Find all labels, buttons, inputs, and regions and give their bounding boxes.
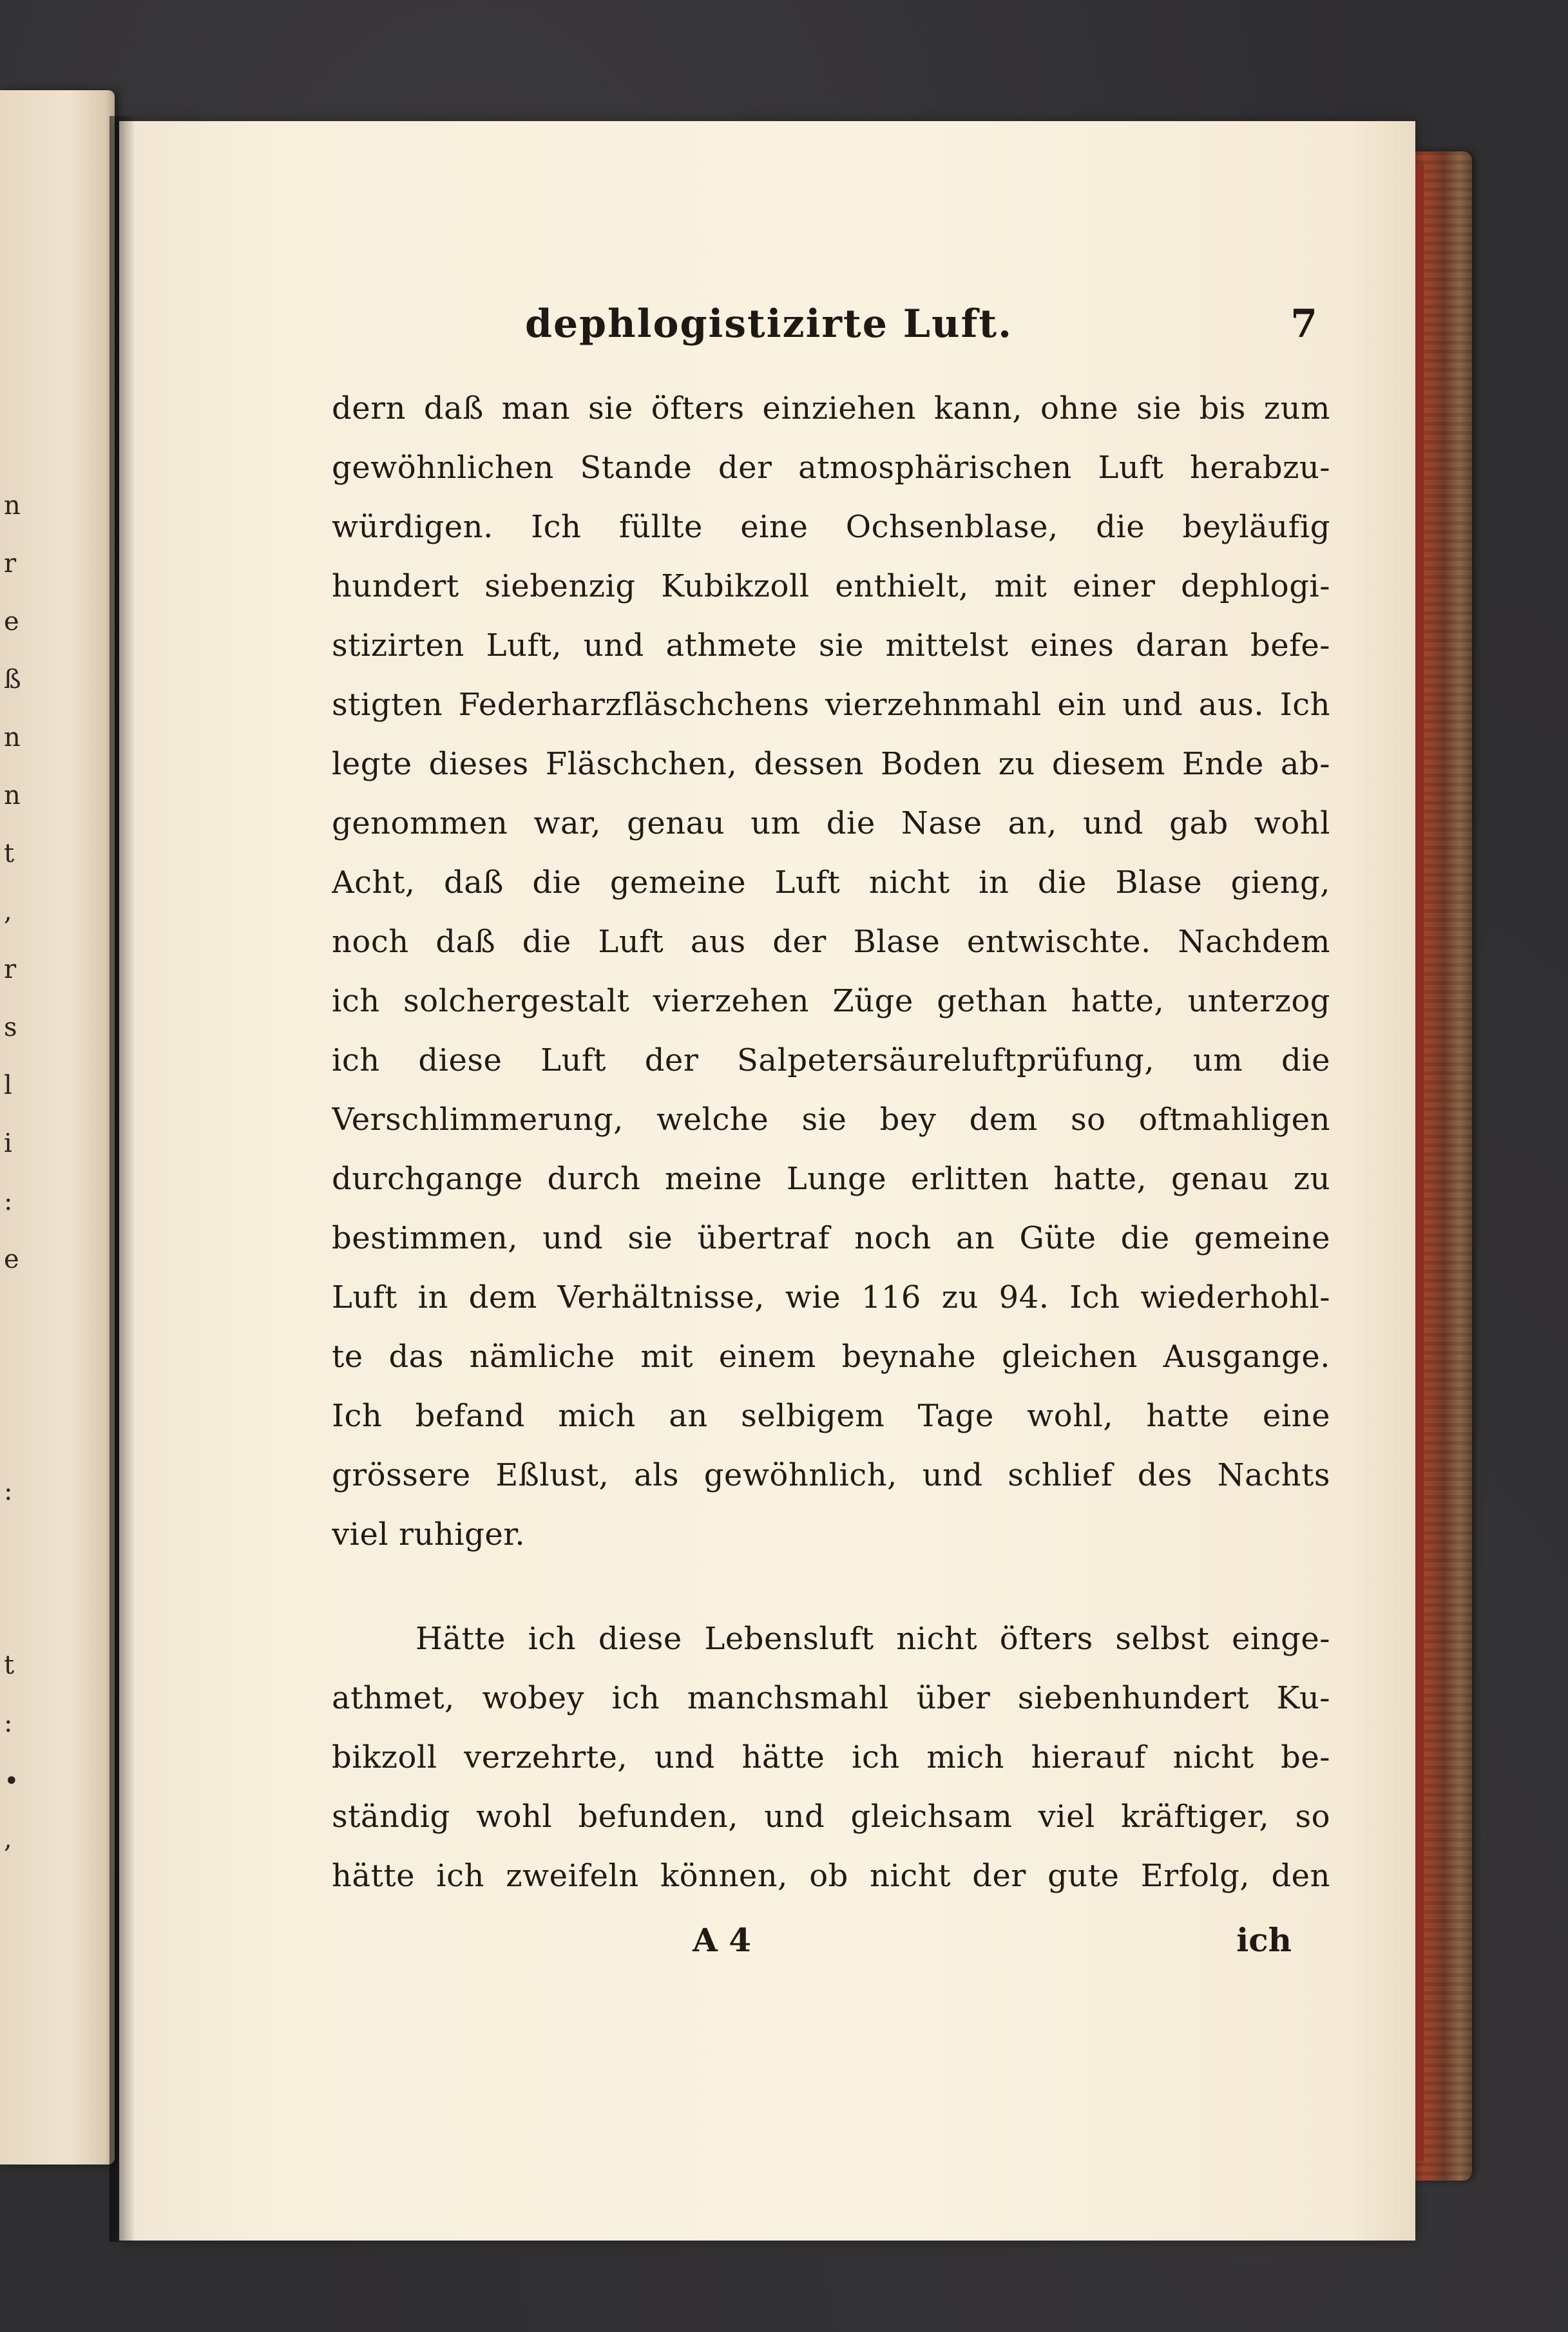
text-line: würdigen. Ich füllte eine Ochsenblase, die beyläufig bbox=[332, 509, 1330, 545]
paragraph-gap bbox=[332, 1564, 1330, 1609]
left-fragment: s bbox=[4, 1013, 17, 1042]
text-line: Acht, daß die gemeine Luft nicht in die Blase gieng, bbox=[332, 865, 1330, 901]
text-line: genommen war, genau um die Nase an, und gab wohl bbox=[332, 805, 1330, 841]
text-line: viel ruhiger. bbox=[332, 1516, 526, 1553]
text-line: gewöhnlichen Stande der atmosphärischen Luft herabzu- bbox=[332, 450, 1330, 486]
text-line: bikzoll verzehrte, und hätte ich mich hierauf nicht be- bbox=[332, 1739, 1330, 1775]
page-footer bbox=[332, 1911, 1330, 1970]
text-line: dern daß man sie öfters einziehen kann, ohne sie bis zum bbox=[332, 390, 1330, 426]
left-fragment: r bbox=[4, 549, 17, 578]
left-fragment bbox=[0, 1520, 26, 1578]
page-number: 7 bbox=[1290, 301, 1317, 347]
text-line: hundert siebenzig Kubikzoll enthielt, mit einer dephlogi- bbox=[332, 568, 1330, 604]
left-fragment: ß bbox=[4, 665, 21, 694]
paragraph-2 bbox=[332, 1609, 1330, 1906]
left-fragment: : bbox=[4, 1187, 13, 1216]
text-line: legte dieses Fläschchen, dessen Boden zu diesem Ende ab- bbox=[332, 746, 1330, 782]
left-fragment: i bbox=[4, 1129, 12, 1158]
left-fragment: e bbox=[4, 607, 19, 636]
left-fragment: r bbox=[4, 955, 17, 984]
text-line: Ich befand mich an selbigem Tage wohl, hatte eine bbox=[332, 1398, 1330, 1434]
left-fragment: e bbox=[4, 1245, 19, 1274]
left-fragment: n bbox=[4, 723, 21, 752]
text-block bbox=[332, 301, 1330, 1970]
text-line: stizirten Luft, und athmete sie mittelst eines daran befe- bbox=[332, 627, 1330, 664]
left-fragment: l bbox=[4, 1071, 12, 1100]
text-line: athmet, wobey ich manchsmahl über siebenhundert Ku- bbox=[332, 1680, 1330, 1716]
text-line: durchgange durch meine Lunge erlitten hatte, genau zu bbox=[332, 1161, 1330, 1197]
left-fragment bbox=[0, 1288, 26, 1346]
paragraph-1 bbox=[332, 379, 1330, 1564]
left-fragment: • bbox=[4, 1766, 19, 1796]
text-line: Verschlimmerung, welche sie bey dem so oftmahligen bbox=[332, 1102, 1330, 1138]
left-fragment: , bbox=[4, 897, 12, 926]
left-fragment bbox=[0, 1404, 26, 1462]
text-line: Luft in dem Verhältnisse, wie 116 zu 94. Ich wiederhohl- bbox=[332, 1279, 1330, 1315]
page-header bbox=[332, 301, 1330, 379]
catchword: ich bbox=[1236, 1921, 1292, 1959]
text-line: ich diese Luft der Salpetersäureluftprüfung, um die bbox=[332, 1042, 1330, 1078]
left-facing-page bbox=[0, 90, 115, 2165]
text-line: te das nämliche mit einem beynahe gleichen Ausgange. bbox=[332, 1339, 1330, 1375]
book-page bbox=[119, 121, 1415, 2241]
left-fragment: t bbox=[4, 839, 15, 868]
left-fragment: : bbox=[4, 1708, 13, 1738]
text-line: noch daß die Luft aus der Blase entwischte. Nachdem bbox=[332, 924, 1330, 960]
left-fragment: t bbox=[4, 1650, 15, 1680]
left-page-text-fragments bbox=[0, 477, 26, 1868]
text-line: Hätte ich diese Lebensluft nicht öfters selbst einge- bbox=[416, 1621, 1330, 1657]
gutter-shadow bbox=[110, 116, 135, 2242]
running-head: dephlogistizirte Luft. bbox=[525, 301, 1013, 347]
left-fragment: : bbox=[4, 1477, 13, 1506]
text-line: bestimmen, und sie übertraf noch an Güte die gemeine bbox=[332, 1220, 1330, 1256]
text-line: ich solchergestalt vierzehen Züge gethan hatte, unterzog bbox=[332, 983, 1330, 1019]
text-line: stigten Federharzfläschchens vierzehnmahl ein und aus. Ich bbox=[332, 687, 1330, 723]
left-fragment: , bbox=[4, 1824, 12, 1854]
left-fragment bbox=[0, 1346, 26, 1404]
signature-mark: A 4 bbox=[693, 1921, 751, 1959]
text-line: grössere Eßlust, als gewöhnlich, und schlief des Nachts bbox=[332, 1457, 1330, 1493]
text-line: ständig wohl befunden, und gleichsam viel kräftiger, so bbox=[332, 1799, 1330, 1835]
left-fragment bbox=[0, 1578, 26, 1636]
left-fragment: n bbox=[4, 491, 21, 521]
left-fragment: n bbox=[4, 781, 21, 810]
text-line: hätte ich zweifeln können, ob nicht der gute Erfolg, den bbox=[332, 1858, 1330, 1894]
